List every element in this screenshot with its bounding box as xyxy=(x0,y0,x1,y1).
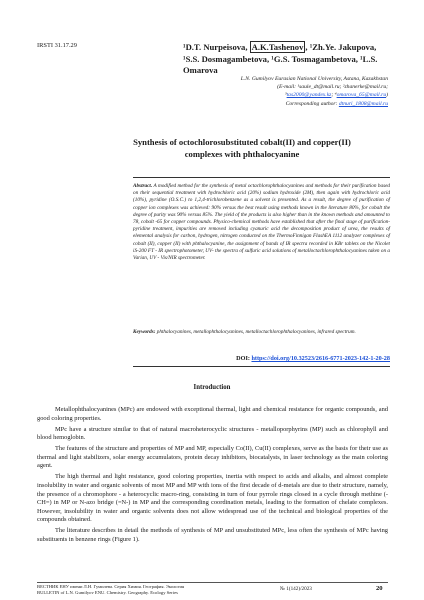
paragraph: Metallophthalocyanines (MPc) are endowed with exceptional thermal, light and chemical resistance for organic compounds, and good coloring properties. xyxy=(37,406,388,422)
abstract-label: Abstract. xyxy=(133,183,153,189)
corresponding-author xyxy=(168,100,388,108)
keywords-text: phthalocyanines, metallophthalocyanines, metalloctachlorophthalocyanines, infrared spectrum. xyxy=(155,329,356,335)
abstract-text: A modified method for the synthesis of metal octachlorophthalocyanines and methods for their purification based on their sequential treatment with hydrochloric acid (20%) sodium hydroxide (2M), then again with hydrochloric acid (10%), pyridine (O.S.C.) to 1,2,4-trichlorobenzene as a solvent is presented. As a result, the degree of purification of copper ion complexes was achieved: 90% versus the best result using methods known in the literature 80%, for cobalt the degree of purity was 90% versus 85%. The yield of the products is also higher than in the known methods and amounted to 78, cobalt -65 for copper compounds. Physico-chemical methods have established that after the final stage of purification-pyridine treatment, impurities are removed including cyanuric acid the decomposition product of urea, the results of elemental analysis for carbon, hydrogen, nitrogen conducted on the ThermoFinnigan FlashEA 1112 analyzer complexes of cobalt (II), copper (II) with phthalocyanine, the assignment of bands of IR spectra recorded in KBr tablets on the Nicolet iS-200 FT - IR spectrophotometer, UV- the spectra of sulfuric acid solutions of metalloctachlorophthalocyanines taken on a Varian, UV - Vis/NIR spectrometer. xyxy=(133,183,390,262)
email-link-tas2000[interactable]: tas2000@yandex.kz xyxy=(286,92,332,99)
corresponding-author-label: Corresponding author: xyxy=(285,100,339,107)
section-heading-introduction: Introduction xyxy=(193,384,231,391)
doi-line xyxy=(133,355,390,362)
paragraph: The features of the structure and properties of MP and MP, especially Co(II), Cu(II) complexes, serve as the basis for their use as thermal and light stabilizers, solar energy accumulators, protein decay inhibitors, biocatalysts, in laser technology as the main coloring agent. xyxy=(37,445,388,470)
email-link-omarova[interactable]: omarova_65@mail.ru xyxy=(336,92,387,99)
article-title-line-1: Synthesis of octochlorosubstituted cobalt(II) and copper(II) xyxy=(133,137,351,147)
keywords xyxy=(133,329,390,336)
abstract xyxy=(133,183,390,262)
footer-journal-ru: ВЕСТНИК ЕНУ имени Л.Н. Гумилева. Серия Химия. География. Экология xyxy=(37,584,185,589)
doi-link[interactable]: https://doi.org/10.32523/2616-6771-2023-142-1-20-28 xyxy=(251,355,390,362)
author-line-2: ¹S.S. Dosmagambetova, ¹G.S. Tosmagambetova, ¹L.S. Omarova xyxy=(183,53,378,75)
footer-issue: № 1(142)/2023 xyxy=(280,586,312,592)
article-title xyxy=(132,137,352,160)
paragraph: The literature describes in detail the methods of synthesis of MP and unsubstituted MPc, less often the synthesis of MPc having substituents in benzene rings (Figure 1). xyxy=(37,527,388,543)
introduction-body xyxy=(37,406,388,547)
article-title-line-2: complexes with phthalocyanine xyxy=(184,148,300,159)
email-separator: ; ⁴ xyxy=(331,92,337,99)
author-nurpeisova: ¹D.T. Nurpeisova, xyxy=(183,42,250,52)
keywords-label: Keywords: xyxy=(133,329,156,335)
paragraph: MPc have a structure similar to that of natural macroheterocyclic structures - metalloporphyrins (MP) such as chlorophyll and blood hemoglobin. xyxy=(37,425,388,442)
footer-journal xyxy=(37,584,184,596)
page-number: 20 xyxy=(376,585,383,592)
affiliation-emails-1: (E-mail: ¹saule_dt@mail.ru; ²zhanerke@mail.ru; xyxy=(277,84,388,91)
affiliation-block xyxy=(168,75,388,108)
author-jakupova: , ¹Zh.Ye. Jakupova, xyxy=(305,42,377,52)
doi-label: DOI: xyxy=(236,355,252,362)
footer-journal-en: BULLETIN of L.N. Gumilyov ENU. Chemistry. Geography. Ecology Series xyxy=(37,589,178,595)
author-list xyxy=(183,42,393,77)
author-tashenov-highlighted: A.K.Tashenov xyxy=(251,42,304,52)
doi-bottom-rule xyxy=(133,366,390,367)
author-line-1 xyxy=(183,42,393,54)
affiliation-university: L.N. Gumilyov Eurasian National University, Astana, Kazakhstan xyxy=(240,76,388,82)
affiliation-emails-2 xyxy=(168,91,388,99)
abstract-top-rule xyxy=(133,177,390,178)
email-close-paren: ) xyxy=(386,92,388,99)
footer-rule xyxy=(37,582,388,583)
irsti-code: IRSTI 31.17.29 xyxy=(37,42,77,49)
superscript-3: ³ xyxy=(284,92,287,99)
corresponding-email-link[interactable]: dtnuri_1808@mail.ru xyxy=(338,100,388,107)
paragraph: The high thermal and light resistance, good coloring properties, inertia with respect to acids and alkalis, and almost complete insolubility in water and organic solvents of most MP and MP with ions of the first decade of d-metals are due to their structure, namely, the presence of a chromophore - a heterocyclic macro-ring, consisting in turn of four pyrrole rings closed in a cycle through methine (-CH=) in MP or N-azo bridge (=N-) in MP and the corresponding coordination metals, leading to the formation of chelate complexes. However, insolubility in water and organic solvents does not allow widespread use of the technical and biological properties of the compounds obtained. xyxy=(37,473,388,524)
